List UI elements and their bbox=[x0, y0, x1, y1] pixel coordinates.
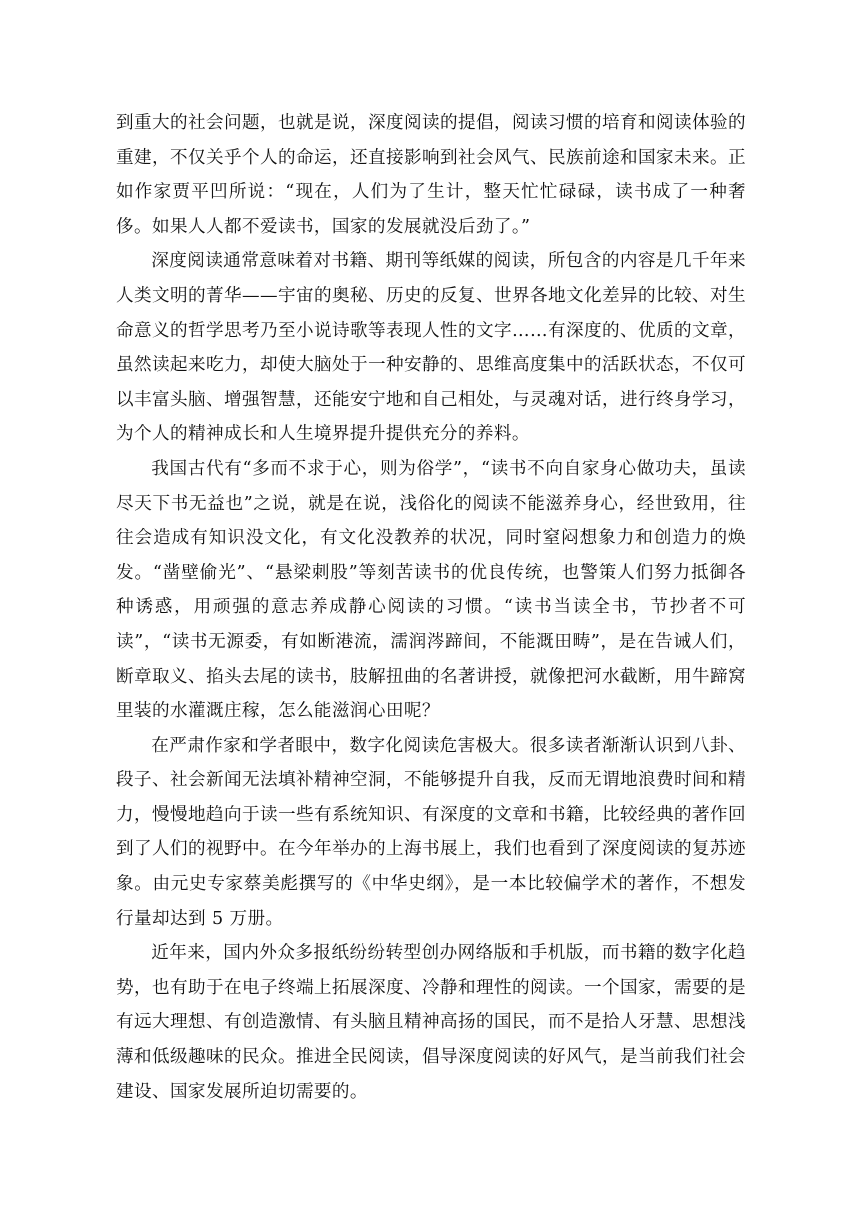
document-page bbox=[116, 106, 746, 1109]
paragraph-continuation: 到重大的社会问题，也就是说，深度阅读的提倡，阅读习惯的培育和阅读体验的重建，不仅关乎个人的命运，还直接影响到社会风气、民族前途和国家未来。正如作家贾平凹所说：“现在，人们为了生计，整天忙忙碌碌，读书成了一种奢侈。如果人人都不爱读书，国家的发展就没后劲了。” bbox=[116, 113, 746, 237]
paragraph-ancient-sayings: 我国古代有“多而不求于心，则为俗学”，“读书不向自家身心做功夫，虽读尽天下书无益也”之说，就是在说，浅俗化的阅读不能滋养身心，经世致用，往往会造成有知识没文化，有文化没教养的状况，同时窒闷想象力和创造力的焕发。“凿壁偷光”、“悬梁刺股”等刻苦读书的优良传统，也警策人们努力抵御各种诱惑，用顽强的意志养成静心阅读的习惯。“读书当读全书，节抄者不可读”，“读书无源委，有如断港流，濡润涔蹄间，不能溉田畴”，是在告诫人们，断章取义、掐头去尾的读书，肢解扭曲的名著讲授，就像把河水截断，用牛蹄窝里装的水灌溉庄稼，怎么能滋润心田呢？ bbox=[116, 458, 746, 722]
paragraph-deep-reading: 深度阅读通常意味着对书籍、期刊等纸媒的阅读，所包含的内容是几千年来人类文明的菁华——宇宙的奥秘、历史的反复、世界各地文化差异的比较、对生命意义的哲学思考乃至小说诗歌等表现人性的文字……有深度的、优质的文章，虽然读起来吃力，却使大脑处于一种安静的、思维高度集中的活跃状态，不仅可以丰富头脑、增强智慧，还能安宁地和自己相处，与灵魂对话，进行终身学习，为个人的精神成长和人生境界提升提供充分的养料。 bbox=[116, 251, 746, 445]
paragraph-conclusion: 近年来，国内外众多报纸纷纷转型创办网络版和手机版，而书籍的数字化趋势，也有助于在电子终端上拓展深度、冷静和理性的阅读。一个国家，需要的是有远大理想、有创造激情、有头脑且精神高扬的国民，而不是拾人牙慧、思想浅薄和低级趣味的民众。推进全民阅读，倡导深度阅读的好风气，是当前我们社会建设、国家发展所迫切需要的。 bbox=[116, 943, 746, 1102]
paragraph-digital-reading: 在严肃作家和学者眼中，数字化阅读危害极大。很多读者渐渐认识到八卦、段子、社会新闻无法填补精神空洞，不能够提升自我，反而无谓地浪费时间和精力，慢慢地趋向于读一些有系统知识、有深度的文章和书籍，比较经典的著作回到了人们的视野中。在今年举办的上海书展上，我们也看到了深度阅读的复苏迹象。由元史专家蔡美彪撰写的《中华史纲》，是一本比较偏学术的著作，不想发行量却达到 5 万册。 bbox=[116, 735, 746, 929]
